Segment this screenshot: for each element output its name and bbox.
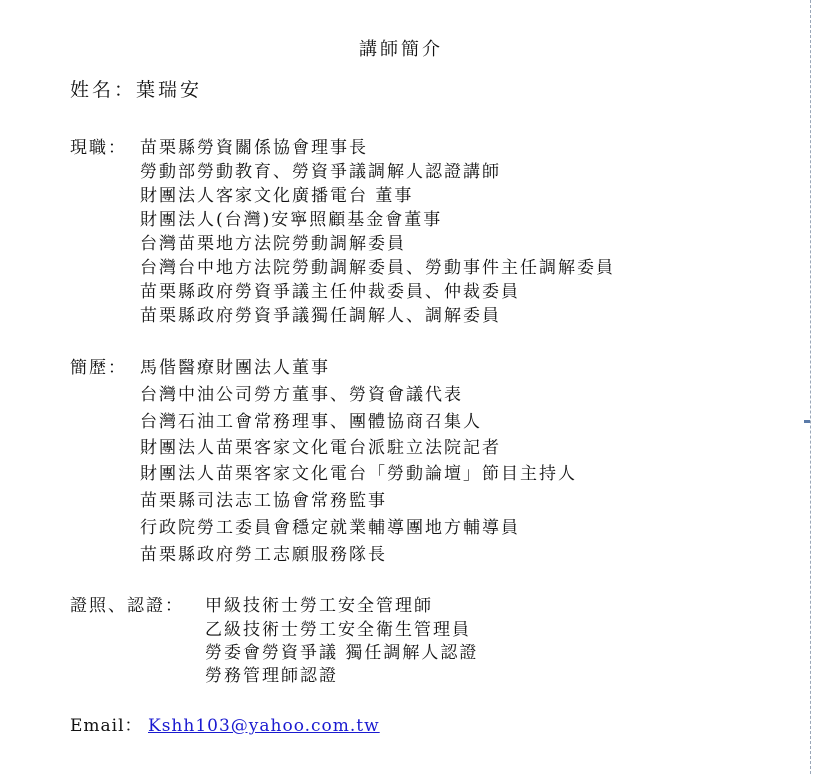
history-item: 行政院勞工委員會穩定就業輔導團地方輔導員 [140,518,520,538]
certification-item: 勞委會勞資爭議 獨任調解人認證 [205,643,479,663]
current-position-item: 苗栗縣政府勞資爭議獨任調解人、調解委員 [140,306,501,326]
current-positions-label: 現職： [70,138,127,158]
email-label: Email： [70,716,143,736]
current-position-item: 苗栗縣政府勞資爭議主任仲裁委員、仲裁委員 [140,282,520,302]
history-item: 財團法人苗栗客家文化電台「勞動論壇」節目主持人 [140,464,577,484]
certification-item: 甲級技術士勞工安全管理師 [205,596,433,616]
current-position-item: 台灣台中地方法院勞動調解委員、勞動事件主任調解委員 [140,258,615,278]
current-position-item: 財團法人客家文化廣播電台 董事 [140,186,414,206]
certification-item: 乙級技術士勞工安全衛生管理員 [205,620,471,640]
current-position-item: 苗栗縣勞資關係協會理事長 [140,138,368,158]
history-item: 財團法人苗栗客家文化電台派駐立法院記者 [140,438,501,458]
current-position-item: 勞動部勞動教育、勞資爭議調解人認證講師 [140,162,501,182]
page-edge-divider [810,0,811,774]
history-item: 苗栗縣司法志工協會常務監事 [140,491,387,511]
certifications-label: 證照、認證： [70,596,184,616]
history-item: 台灣石油工會常務理事、團體協商召集人 [140,412,482,432]
history-item: 台灣中油公司勞方董事、勞資會議代表 [140,385,463,405]
certification-item: 勞務管理師認證 [205,666,338,686]
history-label: 簡歷： [70,358,127,378]
email-link[interactable]: Kshh103@yahoo.com.tw [148,716,380,736]
history-item: 馬偕醫療財團法人董事 [140,358,330,378]
current-position-item: 台灣苗栗地方法院勞動調解委員 [140,234,406,254]
name-row: 姓名：葉瑞安 [70,79,203,101]
ruler-marker [804,420,810,423]
current-position-item: 財團法人(台灣)安寧照顧基金會董事 [140,210,443,230]
document-title: 講師簡介 [359,39,443,60]
history-item: 苗栗縣政府勞工志願服務隊長 [140,545,387,565]
